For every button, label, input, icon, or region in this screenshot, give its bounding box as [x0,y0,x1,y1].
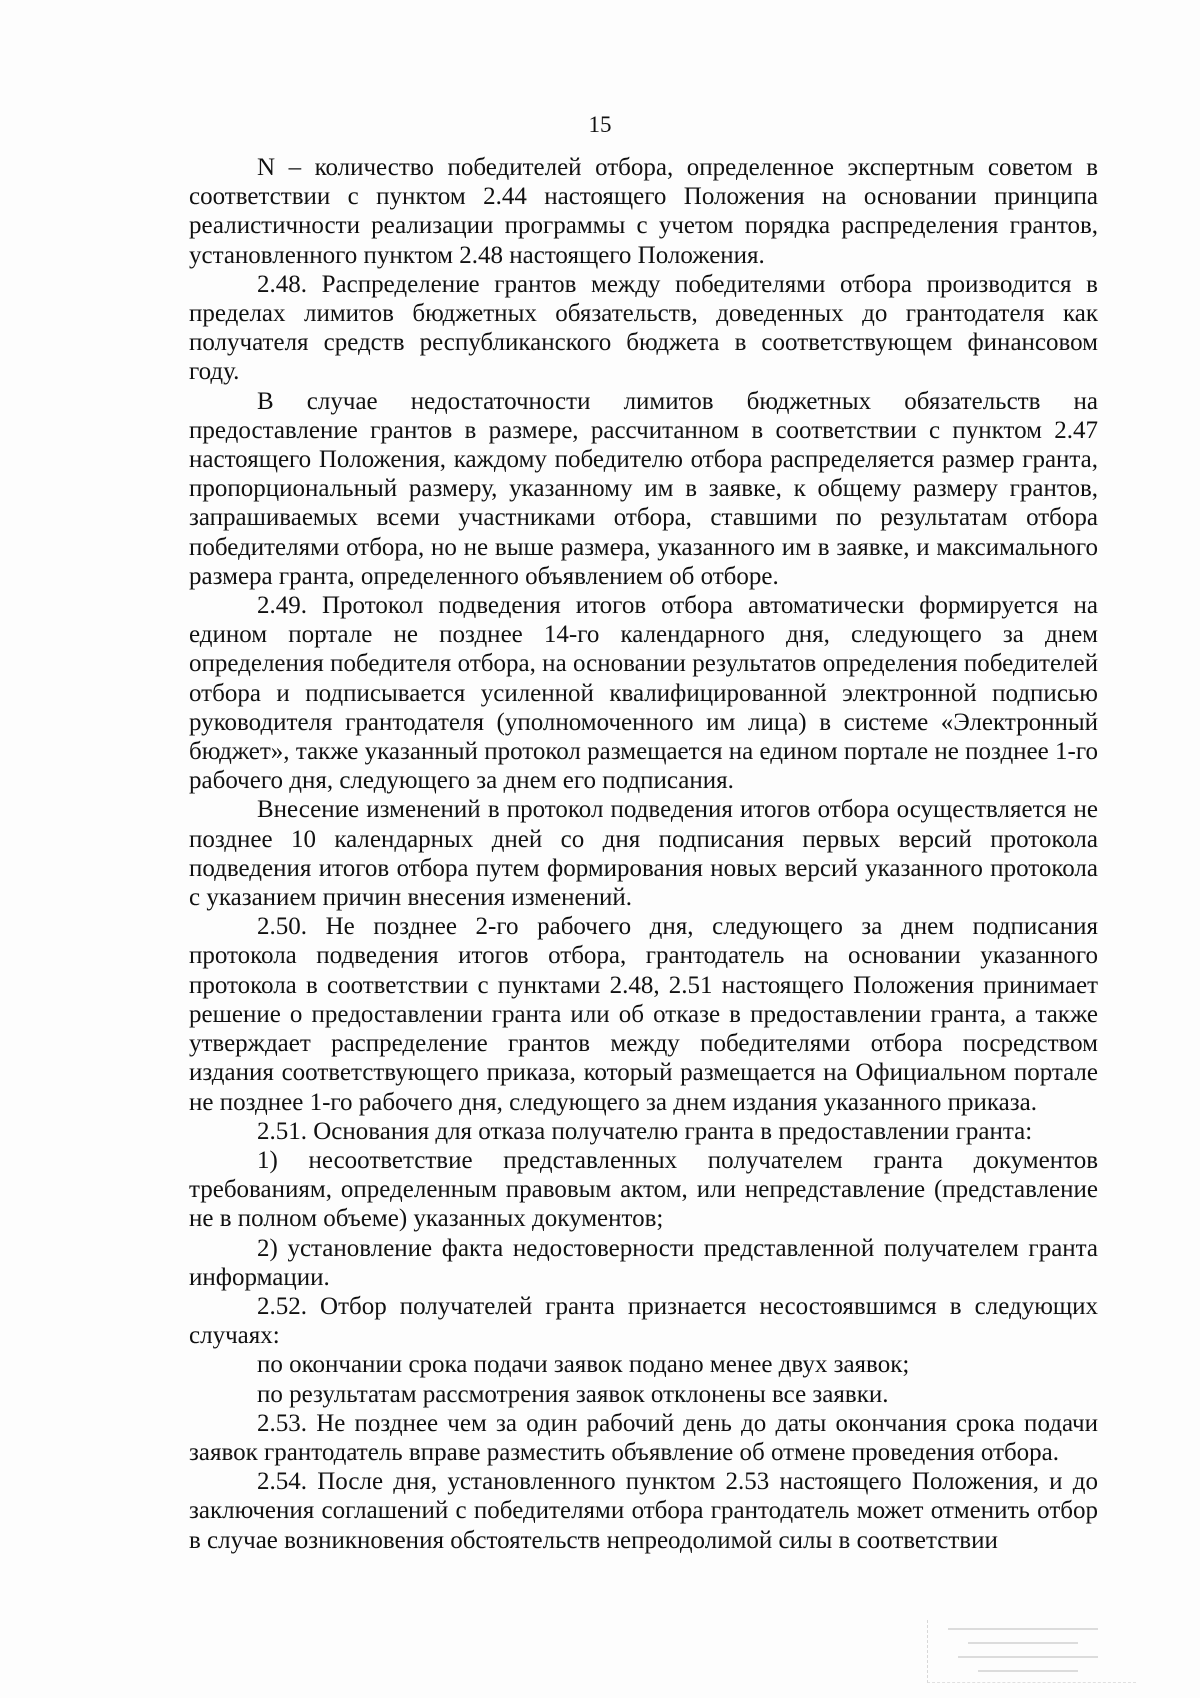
paragraph: 2) установление факта недостоверности представленной получателем гранта информации. [189,1234,1098,1291]
document-body [189,153,1098,1555]
paragraph: по результатам рассмотрения заявок отклонены все заявки. [257,1380,889,1408]
faint-stamp [927,1620,1136,1683]
paragraph: 2.54. После дня, установленного пунктом 2.53 настоящего Положения, и до заключения соглашений с победителями отбора грантодатель может отменить отбор в случае возникновения обстоятельств непреодолимой силы в соответствии [189,1468,1098,1554]
paragraph: 2.53. Не позднее чем за один рабочий день до даты окончания срока подачи заявок грантодатель вправе разместить объявление об отмене проведения отбора. [189,1409,1098,1466]
paragraph: 1) несоответствие представленных получателем гранта документов требованиям, определенным правовым актом, или непредставление (представление не в полном объеме) указанных документов; [189,1146,1098,1233]
paragraph: В случае недостаточности лимитов бюджетных обязательств на предоставление грантов в размере, рассчитанном в соответствии с пунктом 2.47 настоящего Положения, каждому победителю отбора распределяется размер гранта, пропорциональный размеру, указанному им в заявке, к общему размеру грантов, запрашиваемых всеми участниками отбора, ставшими по результатам отбора победителями отбора, но не выше размера, указанного им в заявке, и максимального размера гранта, определенного объявлением об отборе. [189,387,1098,590]
paragraph: N – количество победителей отбора, определенное экспертным советом в соответствии с пунктом 2.44 настоящего Положения на основании принципа реалистичности реализации программы с учетом порядка распределения грантов, установленного пунктом 2.48 настоящего Положения. [189,154,1098,269]
paragraph: 2.50. Не позднее 2-го рабочего дня, следующего за днем подписания протокола подведения итогов отбора, грантодатель на основании указанного протокола в соответствии с пунктами 2.48, 2.51 настоящего Положения принимает решение о предоставлении гранта или об отказе в предоставлении гранта, а также утверждает распределение грантов между победителями отбора посредством издания соответствующего приказа, который размещается на Официальном портале не позднее 1-го рабочего дня, следующего за днем издания указанного приказа. [189,913,1098,1116]
paragraph: 2.48. Распределение грантов между победителями отбора производится в пределах лимитов бюджетных обязательств, доведенных до грантодателя как получателя средств республиканского бюджета в соответствующем финансовом году. [189,270,1098,386]
paragraph: Внесение изменений в протокол подведения итогов отбора осуществляется не позднее 10 календарных дней со дня подписания первых версий протокола подведения итогов отбора путем формирования новых версий указанного протокола с указанием причин внесения изменений. [189,796,1098,912]
page-number: 15 [588,112,612,137]
paragraph: 2.51. Основания для отказа получателю гранта в предоставлении гранта: [257,1117,1033,1145]
paragraph: 2.49. Протокол подведения итогов отбора автоматически формируется на едином портале не позднее 14-го календарного дня, следующего за днем определения победителя отбора, на основании результатов определения победителей отбора и подписывается усиленной квалифицированной электронной подписью руководителя грантодателя (уполномоченного им лица) в системе «Электронный бюджет», также указанный протокол размещается на едином портале не позднее 1-го рабочего дня, следующего за днем его подписания. [189,592,1098,795]
paragraph: 2.52. Отбор получателей гранта признается несостоявшимся в следующих случаях: [189,1292,1098,1350]
paragraph: по окончании срока подачи заявок подано менее двух заявок; [257,1351,910,1379]
